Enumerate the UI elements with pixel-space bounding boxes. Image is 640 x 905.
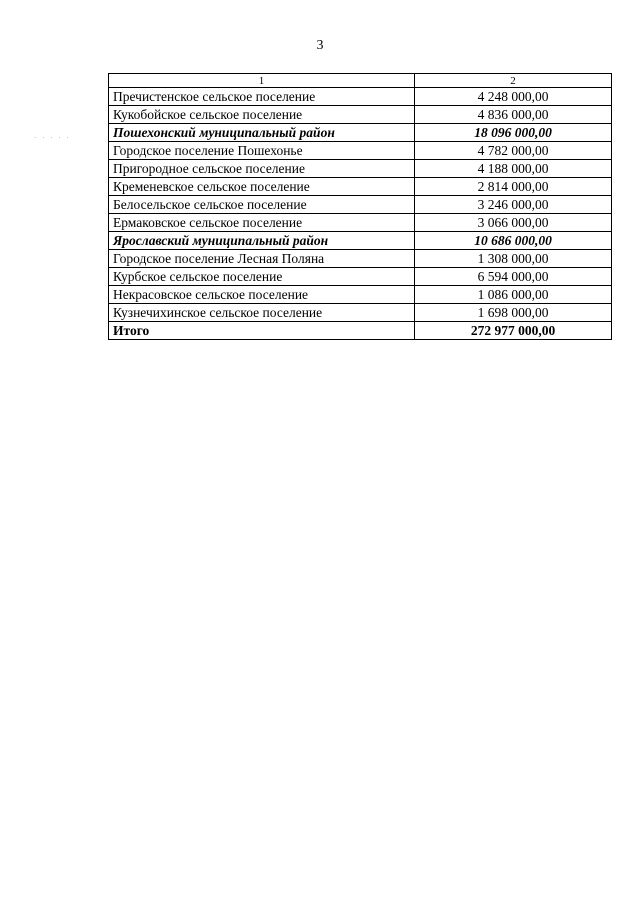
row-name: Пригородное сельское поселение (109, 160, 415, 178)
row-name: Пречистенское сельское поселение (109, 88, 415, 106)
scan-artifact: · · · · · (34, 134, 71, 142)
table-row (109, 196, 612, 214)
district-row (109, 124, 612, 142)
total-amount: 272 977 000,00 (415, 322, 612, 340)
row-amount: 1 086 000,00 (415, 286, 612, 304)
column-header-amount: 2 (415, 74, 612, 88)
budget-table (108, 73, 612, 340)
row-name: Городское поселение Пошехонье (109, 142, 415, 160)
row-amount: 1 698 000,00 (415, 304, 612, 322)
row-amount: 4 188 000,00 (415, 160, 612, 178)
row-amount: 4 248 000,00 (415, 88, 612, 106)
row-name: Кременевское сельское поселение (109, 178, 415, 196)
row-name: Кузнечихинское сельское поселение (109, 304, 415, 322)
row-name: Белосельское сельское поселение (109, 196, 415, 214)
table-row (109, 178, 612, 196)
district-row (109, 232, 612, 250)
row-amount: 6 594 000,00 (415, 268, 612, 286)
column-header-name: 1 (109, 74, 415, 88)
row-amount: 3 246 000,00 (415, 196, 612, 214)
row-name: Ермаковское сельское поселение (109, 214, 415, 232)
page-number: 3 (316, 38, 324, 53)
table-row (109, 268, 612, 286)
row-name: Городское поселение Лесная Поляна (109, 250, 415, 268)
row-amount: 4 782 000,00 (415, 142, 612, 160)
row-name: Ярославский муниципальный район (109, 232, 415, 250)
row-amount: 2 814 000,00 (415, 178, 612, 196)
row-name: Пошехонский муниципальный район (109, 124, 415, 142)
row-amount: 1 308 000,00 (415, 250, 612, 268)
table-row (109, 160, 612, 178)
row-name: Кукобойское сельское поселение (109, 106, 415, 124)
table-row (109, 214, 612, 232)
total-label: Итого (109, 322, 415, 340)
row-name: Некрасовское сельское поселение (109, 286, 415, 304)
row-amount: 3 066 000,00 (415, 214, 612, 232)
row-amount: 10 686 000,00 (415, 232, 612, 250)
table-row (109, 250, 612, 268)
header-row (109, 74, 612, 88)
total-row (109, 322, 612, 340)
table-body (109, 88, 612, 322)
table-row (109, 286, 612, 304)
table-row (109, 142, 612, 160)
table-row (109, 88, 612, 106)
table-row (109, 106, 612, 124)
table-row (109, 304, 612, 322)
row-amount: 18 096 000,00 (415, 124, 612, 142)
row-amount: 4 836 000,00 (415, 106, 612, 124)
row-name: Курбское сельское поселение (109, 268, 415, 286)
